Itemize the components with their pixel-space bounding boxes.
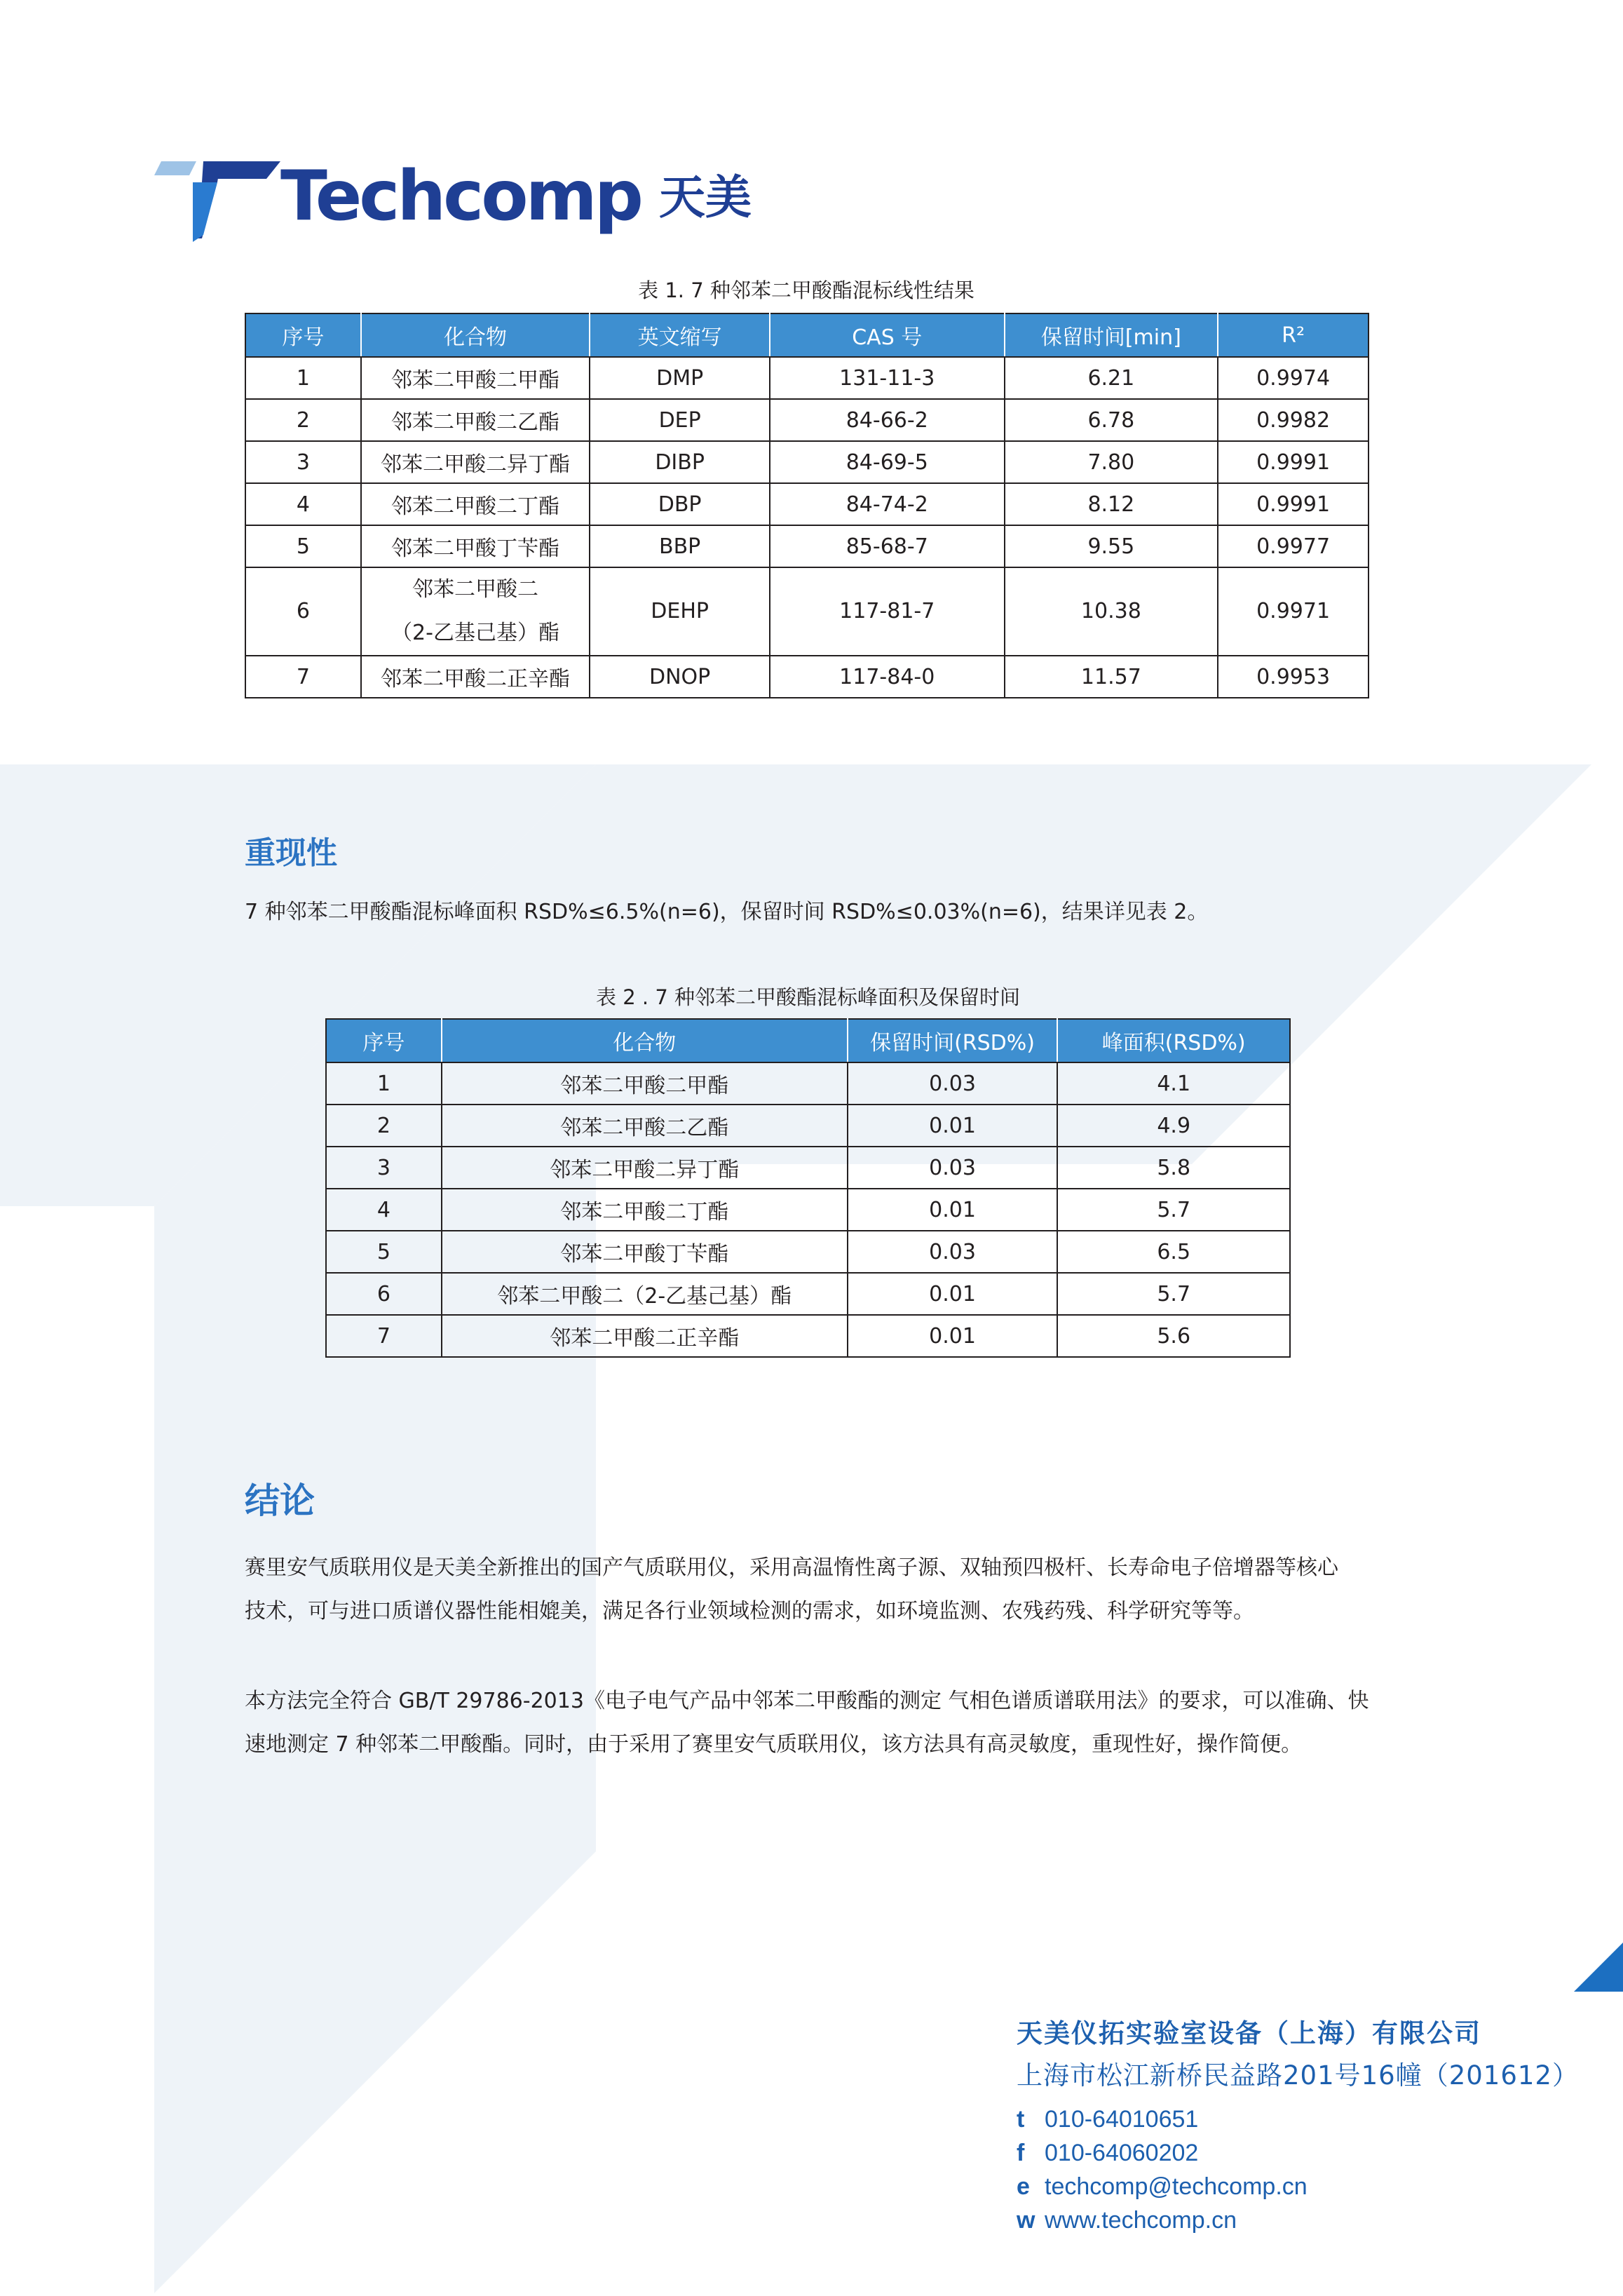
contact-label: e	[1017, 2173, 1030, 2200]
paragraph-line: 赛里安气质联用仪是天美全新推出的国产气质联用仪，采用高温惰性离子源、双轴预四极杆、长寿命电子倍增器等核心	[245, 1555, 1338, 1580]
table-cell: DEHP	[590, 567, 770, 656]
table-cell: 4	[326, 1189, 442, 1231]
website-link[interactable]: www.techcomp.cn	[1045, 2207, 1237, 2234]
column-header: 化合物	[442, 1019, 848, 1062]
table-cell: 7.80	[1005, 441, 1218, 483]
table-row	[326, 1315, 1290, 1357]
paragraph-line: 技术，可与进口质谱仪器性能相媲美，满足各行业领域检测的需求，如环境监测、农残药残、科学研究等等。	[245, 1599, 1254, 1623]
table-cell: 1	[326, 1062, 442, 1105]
table-row	[245, 483, 1369, 525]
conclusion-paragraph-1	[245, 1546, 1394, 1633]
reproducibility-text: 7 种邻苯二甲酸酯混标峰面积 RSD%≤6.5%(n=6)，保留时间 RSD%≤0.03%(n=6)，结果详见表 2。	[245, 900, 1209, 924]
table-cell: 0.9977	[1218, 525, 1369, 567]
table-cell: 0.03	[848, 1062, 1058, 1105]
table-cell: 84-66-2	[770, 399, 1005, 441]
table-cell: 5.7	[1057, 1273, 1290, 1315]
table-cell: 5.8	[1057, 1147, 1290, 1189]
table-cell: 8.12	[1005, 483, 1218, 525]
contact-fax	[1017, 2136, 1605, 2170]
table-cell: 0.01	[848, 1315, 1058, 1357]
table-cell: 邻苯二甲酸二异丁酯	[361, 441, 590, 483]
table-cell: 0.01	[848, 1273, 1058, 1315]
table-cell: 0.9974	[1218, 357, 1369, 399]
table-row	[245, 357, 1369, 399]
table-cell: 7	[245, 656, 361, 698]
table-cell: 0.9982	[1218, 399, 1369, 441]
techcomp-logo	[154, 151, 771, 242]
table-cell: 3	[245, 441, 361, 483]
table-cell: 邻苯二甲酸丁苄酯	[442, 1231, 848, 1273]
contact-label: f	[1017, 2140, 1025, 2166]
table-row	[326, 1231, 1290, 1273]
table-cell: DNOP	[590, 656, 770, 698]
table-cell: DMP	[590, 357, 770, 399]
column-header: 化合物	[361, 313, 590, 357]
table-cell: 邻苯二甲酸二正辛酯	[361, 656, 590, 698]
table-cell: 6.78	[1005, 399, 1218, 441]
company-name: 天美仪拓实验室设备（上海）有限公司	[1017, 2018, 1481, 2048]
column-header: 保留时间(RSD%)	[848, 1019, 1058, 1062]
email-link[interactable]: techcomp@techcomp.cn	[1045, 2173, 1308, 2200]
table-cell: 11.57	[1005, 656, 1218, 698]
contact-label: t	[1017, 2106, 1025, 2133]
table-cell: 131-11-3	[770, 357, 1005, 399]
table-cell: 0.01	[848, 1189, 1058, 1231]
table-cell: 5	[245, 525, 361, 567]
column-header: 英文缩写	[590, 313, 770, 357]
table-row	[326, 1273, 1290, 1315]
table-cell: 5.7	[1057, 1189, 1290, 1231]
table-cell: 邻苯二甲酸二 （2-乙基己基）酯	[361, 567, 590, 656]
table-cell: 邻苯二甲酸二甲酯	[361, 357, 590, 399]
paragraph-line: 本方法完全符合 GB/T 29786-2013《电子电气产品中邻苯二甲酸酯的测定 气相色谱质谱联用法》的要求，可以准确、快	[245, 1689, 1369, 1713]
table-cell: DEP	[590, 399, 770, 441]
table-cell: 85-68-7	[770, 525, 1005, 567]
logo-wordmark: Techcomp	[280, 156, 641, 236]
table-cell: 4.9	[1057, 1105, 1290, 1147]
column-header: 序号	[326, 1019, 442, 1062]
table-cell: DBP	[590, 483, 770, 525]
table-cell: 0.9991	[1218, 441, 1369, 483]
table-cell: 邻苯二甲酸二（2-乙基己基）酯	[442, 1273, 848, 1315]
table-cell: 邻苯二甲酸二丁酯	[442, 1189, 848, 1231]
table-cell: 6	[245, 567, 361, 656]
contact-website[interactable]	[1017, 2203, 1605, 2237]
table-cell: 117-81-7	[770, 567, 1005, 656]
reproducibility-heading: 重现性	[245, 835, 337, 871]
table-cell: 邻苯二甲酸二甲酯	[442, 1062, 848, 1105]
table-cell: 5	[326, 1231, 442, 1273]
contact-value: 010-64060202	[1045, 2140, 1199, 2166]
linearity-table	[245, 313, 1369, 698]
table-cell: DIBP	[590, 441, 770, 483]
footer-contact-block	[1017, 2013, 1605, 2237]
column-header: R²	[1218, 313, 1369, 357]
table-cell: 0.01	[848, 1105, 1058, 1147]
company-address: 上海市松江新桥民益路201号16幢（201612）	[1017, 2060, 1579, 2091]
table-cell: 117-84-0	[770, 656, 1005, 698]
table-cell: 2	[245, 399, 361, 441]
table-header-row	[326, 1019, 1290, 1062]
rsd-table	[325, 1018, 1291, 1358]
contact-phone	[1017, 2102, 1605, 2136]
conclusion-paragraph-2	[245, 1680, 1394, 1767]
column-header: CAS 号	[770, 313, 1005, 357]
table-row	[326, 1147, 1290, 1189]
contact-email[interactable]	[1017, 2170, 1605, 2203]
logo-chinese: 天美	[659, 170, 752, 224]
table-row	[245, 567, 1369, 656]
table-cell: 0.9971	[1218, 567, 1369, 656]
logo-mark-icon	[154, 151, 280, 242]
table-cell: 邻苯二甲酸二乙酯	[361, 399, 590, 441]
table-cell: 5.6	[1057, 1315, 1290, 1357]
table-cell: 84-74-2	[770, 483, 1005, 525]
table-cell: 4	[245, 483, 361, 525]
table-cell: 邻苯二甲酸二丁酯	[361, 483, 590, 525]
table-cell: 0.9953	[1218, 656, 1369, 698]
column-header: 序号	[245, 313, 361, 357]
table-cell: 邻苯二甲酸二乙酯	[442, 1105, 848, 1147]
table-cell: 3	[326, 1147, 442, 1189]
table-cell: 10.38	[1005, 567, 1218, 656]
table-cell: 0.03	[848, 1231, 1058, 1273]
paragraph-line: 速地测定 7 种邻苯二甲酸酯。同时，由于采用了赛里安气质联用仪，该方法具有高灵敏度，重现性好，操作简便。	[245, 1732, 1303, 1757]
table-row	[245, 525, 1369, 567]
table1-caption: 表 1. 7 种邻苯二甲酸酯混标线性结果	[638, 278, 975, 302]
table-cell: BBP	[590, 525, 770, 567]
table-row	[326, 1062, 1290, 1105]
table-cell: 1	[245, 357, 361, 399]
table-cell: 6.21	[1005, 357, 1218, 399]
table-cell: 0.9991	[1218, 483, 1369, 525]
table-cell: 6.5	[1057, 1231, 1290, 1273]
table-cell: 邻苯二甲酸丁苄酯	[361, 525, 590, 567]
table-cell: 84-69-5	[770, 441, 1005, 483]
table-cell: 邻苯二甲酸二异丁酯	[442, 1147, 848, 1189]
table-header-row	[245, 313, 1369, 357]
column-header: 峰面积(RSD%)	[1057, 1019, 1290, 1062]
table-cell: 9.55	[1005, 525, 1218, 567]
table-row	[245, 441, 1369, 483]
conclusion-heading: 结论	[245, 1480, 315, 1521]
column-header: 保留时间[min]	[1005, 313, 1218, 357]
table-cell: 2	[326, 1105, 442, 1147]
table-row	[326, 1105, 1290, 1147]
table-cell: 7	[326, 1315, 442, 1357]
table-row	[326, 1189, 1290, 1231]
table-cell: 6	[326, 1273, 442, 1315]
contact-label: w	[1017, 2207, 1035, 2234]
table-cell: 邻苯二甲酸二正辛酯	[442, 1315, 848, 1357]
table-cell: 4.1	[1057, 1062, 1290, 1105]
table-cell: 0.03	[848, 1147, 1058, 1189]
table-row	[245, 656, 1369, 698]
table2-caption: 表 2 . 7 种邻苯二甲酸酯混标峰面积及保留时间	[596, 985, 1020, 1009]
table-row	[245, 399, 1369, 441]
contact-value: 010-64010651	[1045, 2106, 1199, 2133]
